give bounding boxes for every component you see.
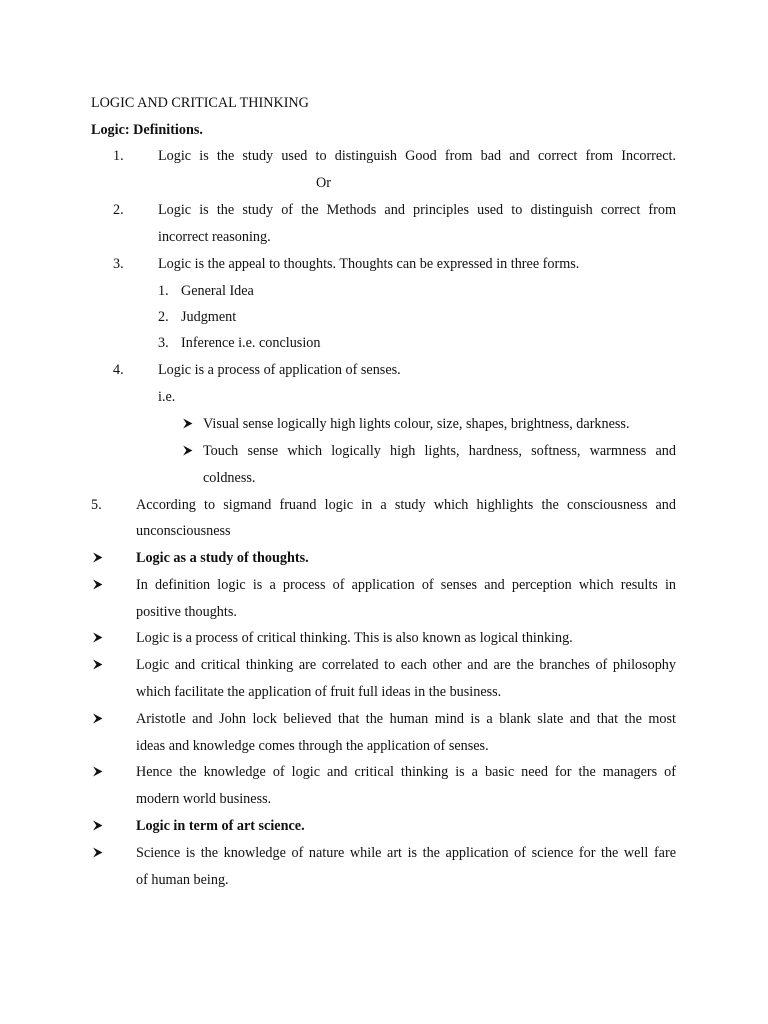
point-text: Logic and critical thinking are correlated to each other and are the branches of philosophy — [136, 657, 676, 673]
point-text: which facilitate the application of fruit full ideas in the business. — [136, 684, 502, 700]
bullet-text: coldness. — [203, 470, 256, 486]
point-text: Hence the knowledge of logic and critical thinking is a basic need for the managers of — [136, 764, 676, 780]
point-text: In definition logic is a process of application of senses and perception which results in — [136, 577, 676, 593]
arrowhead-bullet-icon — [92, 713, 103, 724]
section-heading: Logic: Definitions. — [91, 122, 203, 138]
sub-list-item: General Idea — [181, 283, 254, 299]
list-item-text: According to sigmand fruand logic in a study which highlights the consciousness and — [136, 497, 676, 513]
point-text: positive thoughts. — [136, 604, 237, 620]
list-item-text: incorrect reasoning. — [158, 229, 271, 245]
ie-label: i.e. — [158, 389, 176, 405]
arrowhead-bullet-icon — [92, 766, 103, 777]
bullet-text: Visual sense logically high lights colour, size, shapes, brightness, darkness. — [203, 416, 630, 432]
point-heading: Logic in term of art science. — [136, 818, 305, 834]
list-number: 4. — [113, 362, 124, 378]
point-heading: Logic as a study of thoughts. — [136, 550, 309, 566]
arrowhead-bullet-icon — [92, 579, 103, 590]
arrowhead-bullet-icon — [92, 820, 103, 831]
or-separator: Or — [316, 175, 331, 191]
point-text: modern world business. — [136, 791, 272, 807]
sub-list-number: 2. — [158, 309, 169, 325]
bullet-text: Touch sense which logically high lights, hardness, softness, warmness and — [203, 443, 676, 459]
sub-list-item: Judgment — [181, 309, 237, 325]
list-item-text: Logic is the study of the Methods and principles used to distinguish correct from — [158, 202, 676, 218]
arrowhead-bullet-icon — [92, 552, 103, 563]
arrowhead-bullet-icon — [92, 659, 103, 670]
list-item-text: Logic is the appeal to thoughts. Thoughts can be expressed in three forms. — [158, 256, 580, 272]
document-title: LOGIC AND CRITICAL THINKING — [91, 95, 309, 111]
list-item-text: unconsciousness — [136, 523, 231, 539]
list-number: 2. — [113, 202, 124, 218]
sub-list-number: 1. — [158, 283, 169, 299]
point-text: of human being. — [136, 872, 229, 888]
sub-list-item: Inference i.e. conclusion — [181, 335, 321, 351]
point-text: Science is the knowledge of nature while art is the application of science for the well fare — [136, 845, 676, 861]
list-number: 3. — [113, 256, 124, 272]
list-item-text: Logic is the study used to distinguish Good from bad and correct from Incorrect. — [158, 148, 676, 164]
point-text: ideas and knowledge comes through the application of senses. — [136, 738, 489, 754]
list-number: 1. — [113, 148, 124, 164]
point-text: Logic is a process of critical thinking. This is also known as logical thinking. — [136, 630, 573, 646]
arrowhead-bullet-icon — [92, 847, 103, 858]
point-text: Aristotle and John lock believed that the human mind is a blank slate and that the most — [136, 711, 676, 727]
list-item-text: Logic is a process of application of senses. — [158, 362, 401, 378]
list-number: 5. — [91, 497, 102, 513]
arrowhead-bullet-icon — [92, 632, 103, 643]
arrowhead-bullet-icon — [182, 445, 193, 456]
sub-list-number: 3. — [158, 335, 169, 351]
arrowhead-bullet-icon — [182, 418, 193, 429]
